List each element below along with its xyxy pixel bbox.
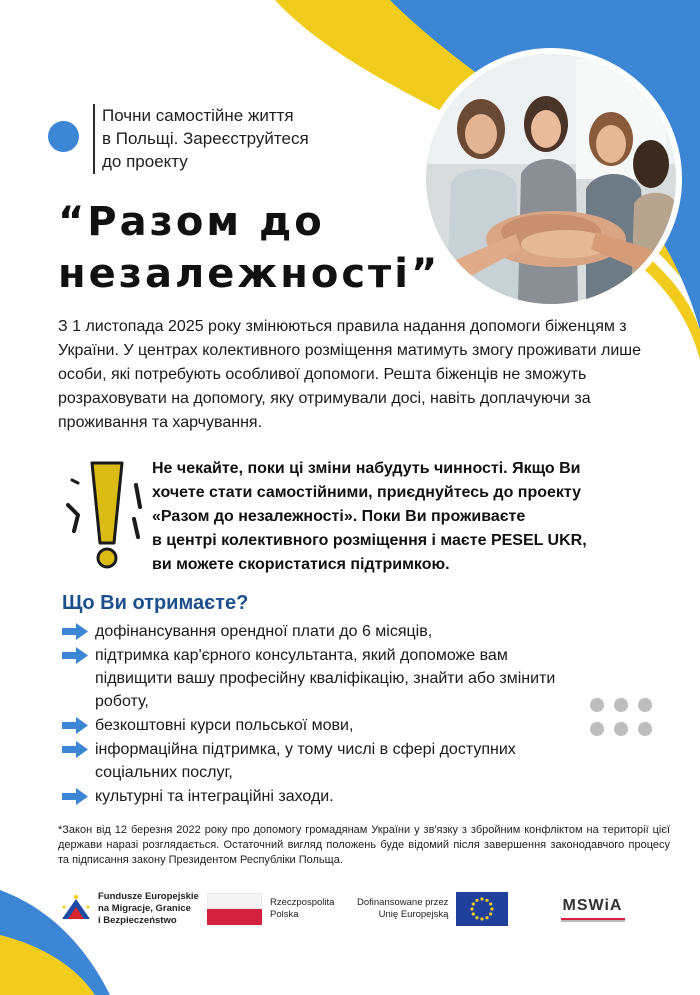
footnote: *Закон від 12 березня 2022 року про допомогу громадянам України у зв'язку з збройним конфліктом на території цієї держави наразі розглядається. Остаточний вигляд положень буде відомий після завершення законодавчого процесу та підписання закону Президентом Республіки Польща. <box>58 824 670 866</box>
callout-line: хочете стати самостійними, приєднуйтесь до проекту <box>152 484 582 501</box>
page-title <box>58 196 478 300</box>
eu-logo-text <box>357 897 448 921</box>
intro-line: Почни самостійне життя <box>102 106 294 125</box>
fund-line: i Bezpieczeństwo <box>98 915 177 926</box>
benefits-list <box>62 620 582 809</box>
intro-line: до проекту <box>102 152 188 171</box>
decorative-dot <box>48 121 79 152</box>
arrow-right-icon <box>62 647 88 664</box>
benefit-text: дофінансування орендної плати до 6 місяців, <box>95 623 433 640</box>
poland-line: Polska <box>270 909 299 920</box>
callout-text <box>152 457 662 577</box>
logo-mswia <box>550 882 635 936</box>
polish-flag-icon <box>207 893 262 925</box>
list-item <box>62 738 582 784</box>
fund-line: Fundusze Europejskie <box>98 891 199 902</box>
decorative-dots <box>590 698 654 738</box>
arrow-right-icon <box>62 741 88 758</box>
mswia-text: MSWiA <box>562 896 623 914</box>
arrow-right-icon <box>62 717 88 734</box>
title-line: незалежності” <box>58 251 441 297</box>
logo-bar <box>55 882 635 936</box>
arrow-right-icon <box>62 623 88 640</box>
fund-line: na Migracje, Granice <box>98 903 191 914</box>
callout-line: Не чекайте, поки ці зміни набудуть чинності. Якщо Ви <box>152 460 581 477</box>
title-line: “Разом до <box>58 199 325 245</box>
logo-poland <box>207 882 357 936</box>
benefit-text: безкоштовні курси польської мови, <box>95 717 354 734</box>
callout-line: «Разом до незалежності». Поки Ви проживаєте <box>152 508 526 525</box>
list-item <box>62 644 582 713</box>
fund-logo-text <box>98 891 199 927</box>
logo-fund <box>60 882 210 936</box>
intro-text <box>102 104 362 173</box>
intro-divider <box>93 104 95 174</box>
poland-line: Rzeczpospolita <box>270 897 335 908</box>
arrow-right-icon <box>62 788 88 805</box>
list-item <box>62 620 582 643</box>
group-photo <box>420 48 682 310</box>
benefits-heading: Що Ви отримаєте? <box>62 592 249 614</box>
list-item <box>62 785 582 808</box>
group-photo-illustration <box>426 54 676 304</box>
intro-paragraph: З 1 листопада 2025 року змінюються правила надання допомоги біженцям з України. У центрах колективного розміщення матимуть змогу проживати лише особи, які потребують особливої допомоги. Решта біженців не зможуть розраховувати на допомогу, яку отримували досі, навіть доплачуючи за проживання та харчування. <box>58 318 642 431</box>
eu-line: Unię Europejską <box>378 909 449 920</box>
logo-eu <box>357 882 517 936</box>
poland-logo-text <box>270 897 334 921</box>
callout-line: ви можете скористатися підтримкою. <box>152 556 450 573</box>
benefit-text: культурні та інтеграційні заходи. <box>95 788 334 805</box>
benefit-text: інформаційна підтримка, у тому числі в сфері доступних соціальних послуг, <box>95 741 516 781</box>
eu-line: Dofinansowane przez <box>357 897 449 908</box>
exclamation-icon <box>62 455 152 573</box>
intro-line: в Польщі. Зареєструйтеся <box>102 129 309 148</box>
mswia-underline <box>561 918 625 922</box>
benefit-text: підтримка кар'єрного консультанта, який допоможе вам підвищити вашу професійну кваліфікацію, знайти або змінити роботу, <box>95 647 556 710</box>
eu-flag-icon <box>456 892 508 926</box>
list-item <box>62 714 582 737</box>
fund-logo-icon <box>60 893 92 925</box>
callout-line: в центрі колективного розміщення і маєте PESEL UKR, <box>152 532 587 549</box>
